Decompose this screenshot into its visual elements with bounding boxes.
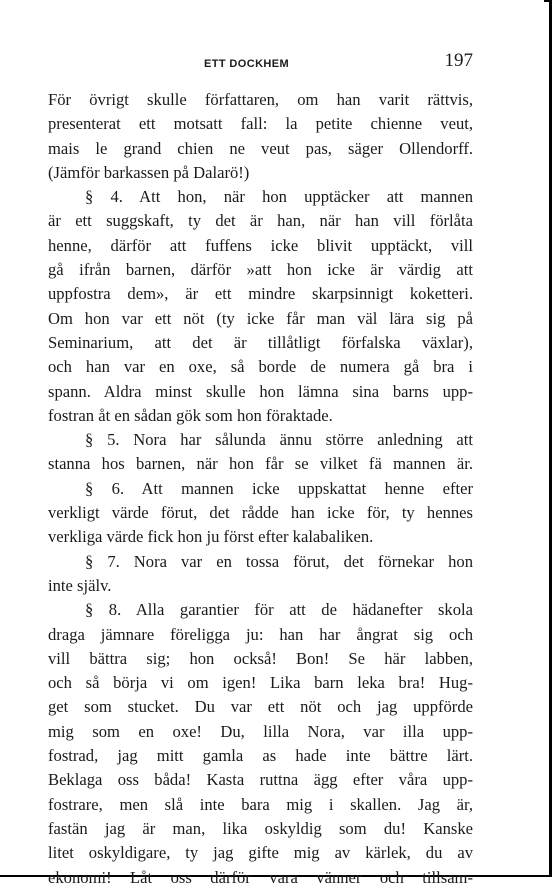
text-line: § 7. Nora var en tossa förut, det förnekar hon	[85, 551, 473, 571]
text-line: fostrare, men slå inte bara mig i skallen. Jag är,	[48, 794, 473, 814]
text-line: Beklaga oss båda! Kasta ruttna ägg efter våra upp-	[48, 770, 473, 790]
body-text	[48, 88, 473, 890]
text-line: verkligt värde förut, det rådde han icke för, ty hennes	[48, 503, 473, 523]
text-line: gå ifrån barnen, därför »att hon icke är värdig att	[48, 260, 473, 280]
text-line: litet oskyldigare, ty jag gifte mig av kärlek, du av	[48, 843, 473, 863]
running-title: ETT DOCKHEM	[204, 58, 290, 70]
text-line: fostran åt en sådan gök som hon föraktade.	[48, 405, 333, 425]
text-line: är ett suggskaft, ty det är han, när han vill förlåta	[48, 211, 473, 231]
page-edge-top	[544, 0, 552, 2]
text-line: och så börja vi om igen! Lika barn leka bra! Hug-	[48, 673, 473, 693]
text-line: mig som en oxe! Du, lilla Nora, var illa upp-	[48, 721, 473, 741]
text-line: fostrad, jag mitt gamla as hade inte bättre lärt.	[48, 746, 473, 766]
text-line: Om hon var ett nöt (ty icke får man väl lära sig på	[48, 308, 473, 328]
page-header	[48, 50, 473, 80]
text-line: mais le grand chien ne veut pas, säger Ollendorff.	[48, 138, 473, 158]
text-line: vill bättra sig; hon också! Bon! Se här labben,	[48, 648, 473, 668]
text-line: (Jämför barkassen på Dalarö!)	[48, 162, 250, 182]
text-line: § 8. Alla garantier för att de hädanefter skola	[85, 600, 473, 620]
text-line: Seminarium, att det är tillåtligt förfalska växlar),	[48, 332, 473, 352]
text-line: § 6. Att mannen icke uppskattat henne efter	[85, 478, 473, 498]
text-line: verkliga värde fick hon ju först efter kalabaliken.	[48, 527, 374, 547]
text-line: fastän jag är man, lika oskyldig som du! Kanske	[48, 818, 473, 838]
text-line: uppfostra dem», är ett mindre skarpsinnigt koketteri.	[48, 284, 473, 304]
text-line: och han var en oxe, så borde de numera gå bra i	[48, 357, 473, 377]
page-number: 197	[444, 50, 473, 71]
text-line: § 5. Nora har sålunda ännu större anledning att	[85, 430, 473, 450]
text-line: draga jämnare föreligga ju: han har ångrat sig och	[48, 624, 473, 644]
text-line: För övrigt skulle författaren, om han varit rättvis,	[48, 90, 473, 109]
text-line: get som stucket. Du var ett nöt och jag uppförde	[48, 697, 473, 717]
text-line: stanna hos barnen, när hon får se vilket fä mannen är.	[48, 454, 473, 474]
text-line: henne, därför att fuffens icke blivit upptäckt, vill	[48, 235, 473, 255]
text-line: inte själv.	[48, 575, 112, 595]
text-line: § 4. Att hon, när hon upptäcker att mannen	[85, 187, 473, 207]
text-line: presenterat ett motsatt fall: la petite chienne veut,	[48, 114, 473, 134]
text-line: spann. Aldra minst skulle hon lämna sina barns upp-	[48, 381, 473, 401]
text-line: ekonomi! Låt oss därför vara vänner och tillsam-	[48, 867, 473, 887]
